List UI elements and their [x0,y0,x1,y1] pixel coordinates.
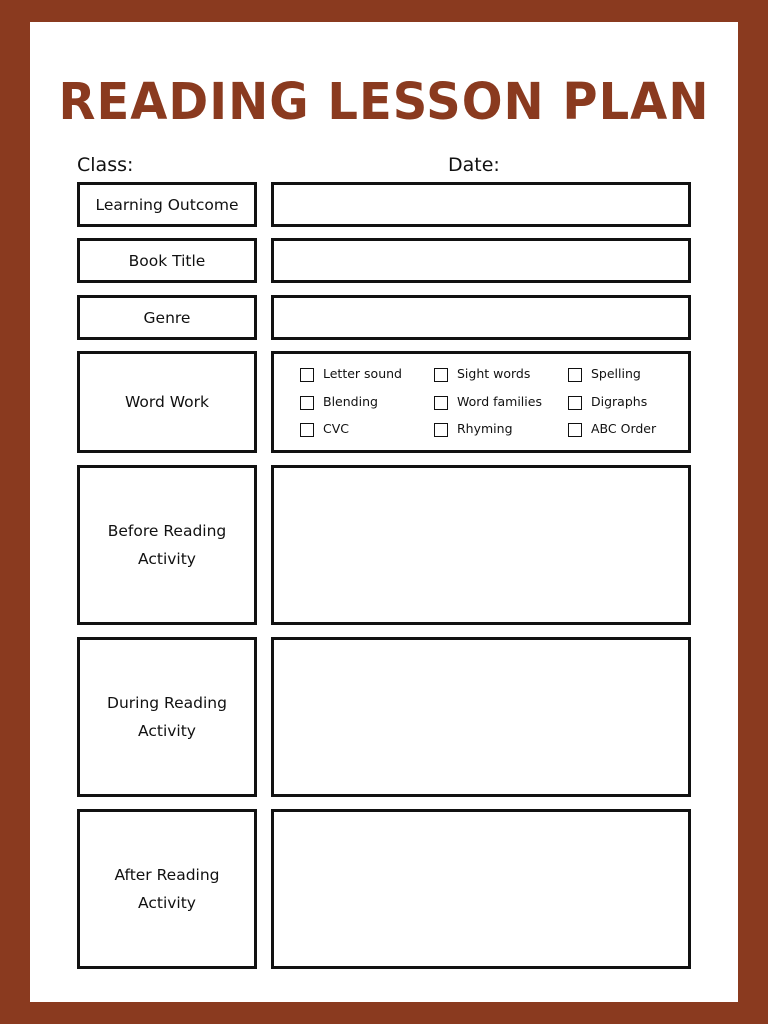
checkbox-label: CVC [323,420,350,436]
book-title-field[interactable] [271,238,691,283]
during-reading-label: During Reading Activity [107,694,227,740]
genre-field[interactable] [271,295,691,340]
checkbox-label: Digraphs [591,393,648,409]
learning-outcome-label: Learning Outcome [95,195,239,214]
word-work-checklist [274,354,688,450]
checkbox-label: Sight words [457,365,531,381]
checkbox-icon[interactable] [568,396,582,410]
book-title-label-box [77,238,257,283]
checkbox-icon[interactable] [434,396,448,410]
checkbox-digraphs[interactable] [568,393,648,410]
checkbox-label: ABC Order [591,420,657,436]
learning-outcome-label-box [77,182,257,227]
checkbox-label: Word families [457,393,542,409]
checkbox-rhyming[interactable] [434,420,513,437]
after-reading-label: After Reading Activity [114,866,220,912]
checkbox-spelling[interactable] [568,365,641,382]
checkbox-label: Letter sound [323,365,402,381]
word-work-label-box [77,351,257,453]
checkbox-icon[interactable] [568,368,582,382]
checkbox-label: Spelling [591,365,641,381]
before-reading-label: Before Reading Activity [107,522,227,568]
after-reading-field[interactable] [271,809,691,969]
checkbox-icon[interactable] [300,368,314,382]
checkbox-icon[interactable] [300,423,314,437]
genre-label-box [77,295,257,340]
during-reading-field[interactable] [271,637,691,797]
word-work-label: Word Work [124,393,210,411]
before-reading-label-box [77,465,257,625]
page-title: READING LESSON PLAN [58,72,710,132]
checkbox-icon[interactable] [568,423,582,437]
word-work-options-box [271,351,691,453]
checkbox-label: Blending [323,393,378,409]
book-title-label: Book Title [128,251,206,270]
genre-label: Genre [143,308,191,327]
before-reading-field[interactable] [271,465,691,625]
checkbox-icon[interactable] [434,423,448,437]
checkbox-letter-sound[interactable] [300,365,402,382]
during-reading-label-box [77,637,257,797]
checkbox-cvc[interactable] [300,420,350,437]
checkbox-icon[interactable] [300,396,314,410]
checkbox-icon[interactable] [434,368,448,382]
checkbox-blending[interactable] [300,393,378,410]
date-label: Date: [448,154,500,176]
learning-outcome-field[interactable] [271,182,691,227]
checkbox-sight-words[interactable] [434,365,531,382]
checkbox-word-families[interactable] [434,393,542,410]
class-label: Class: [77,154,134,176]
checkbox-label: Rhyming [457,420,513,436]
after-reading-label-box [77,809,257,969]
checkbox-abc-order[interactable] [568,420,657,437]
lesson-plan-sheet [30,22,738,1002]
